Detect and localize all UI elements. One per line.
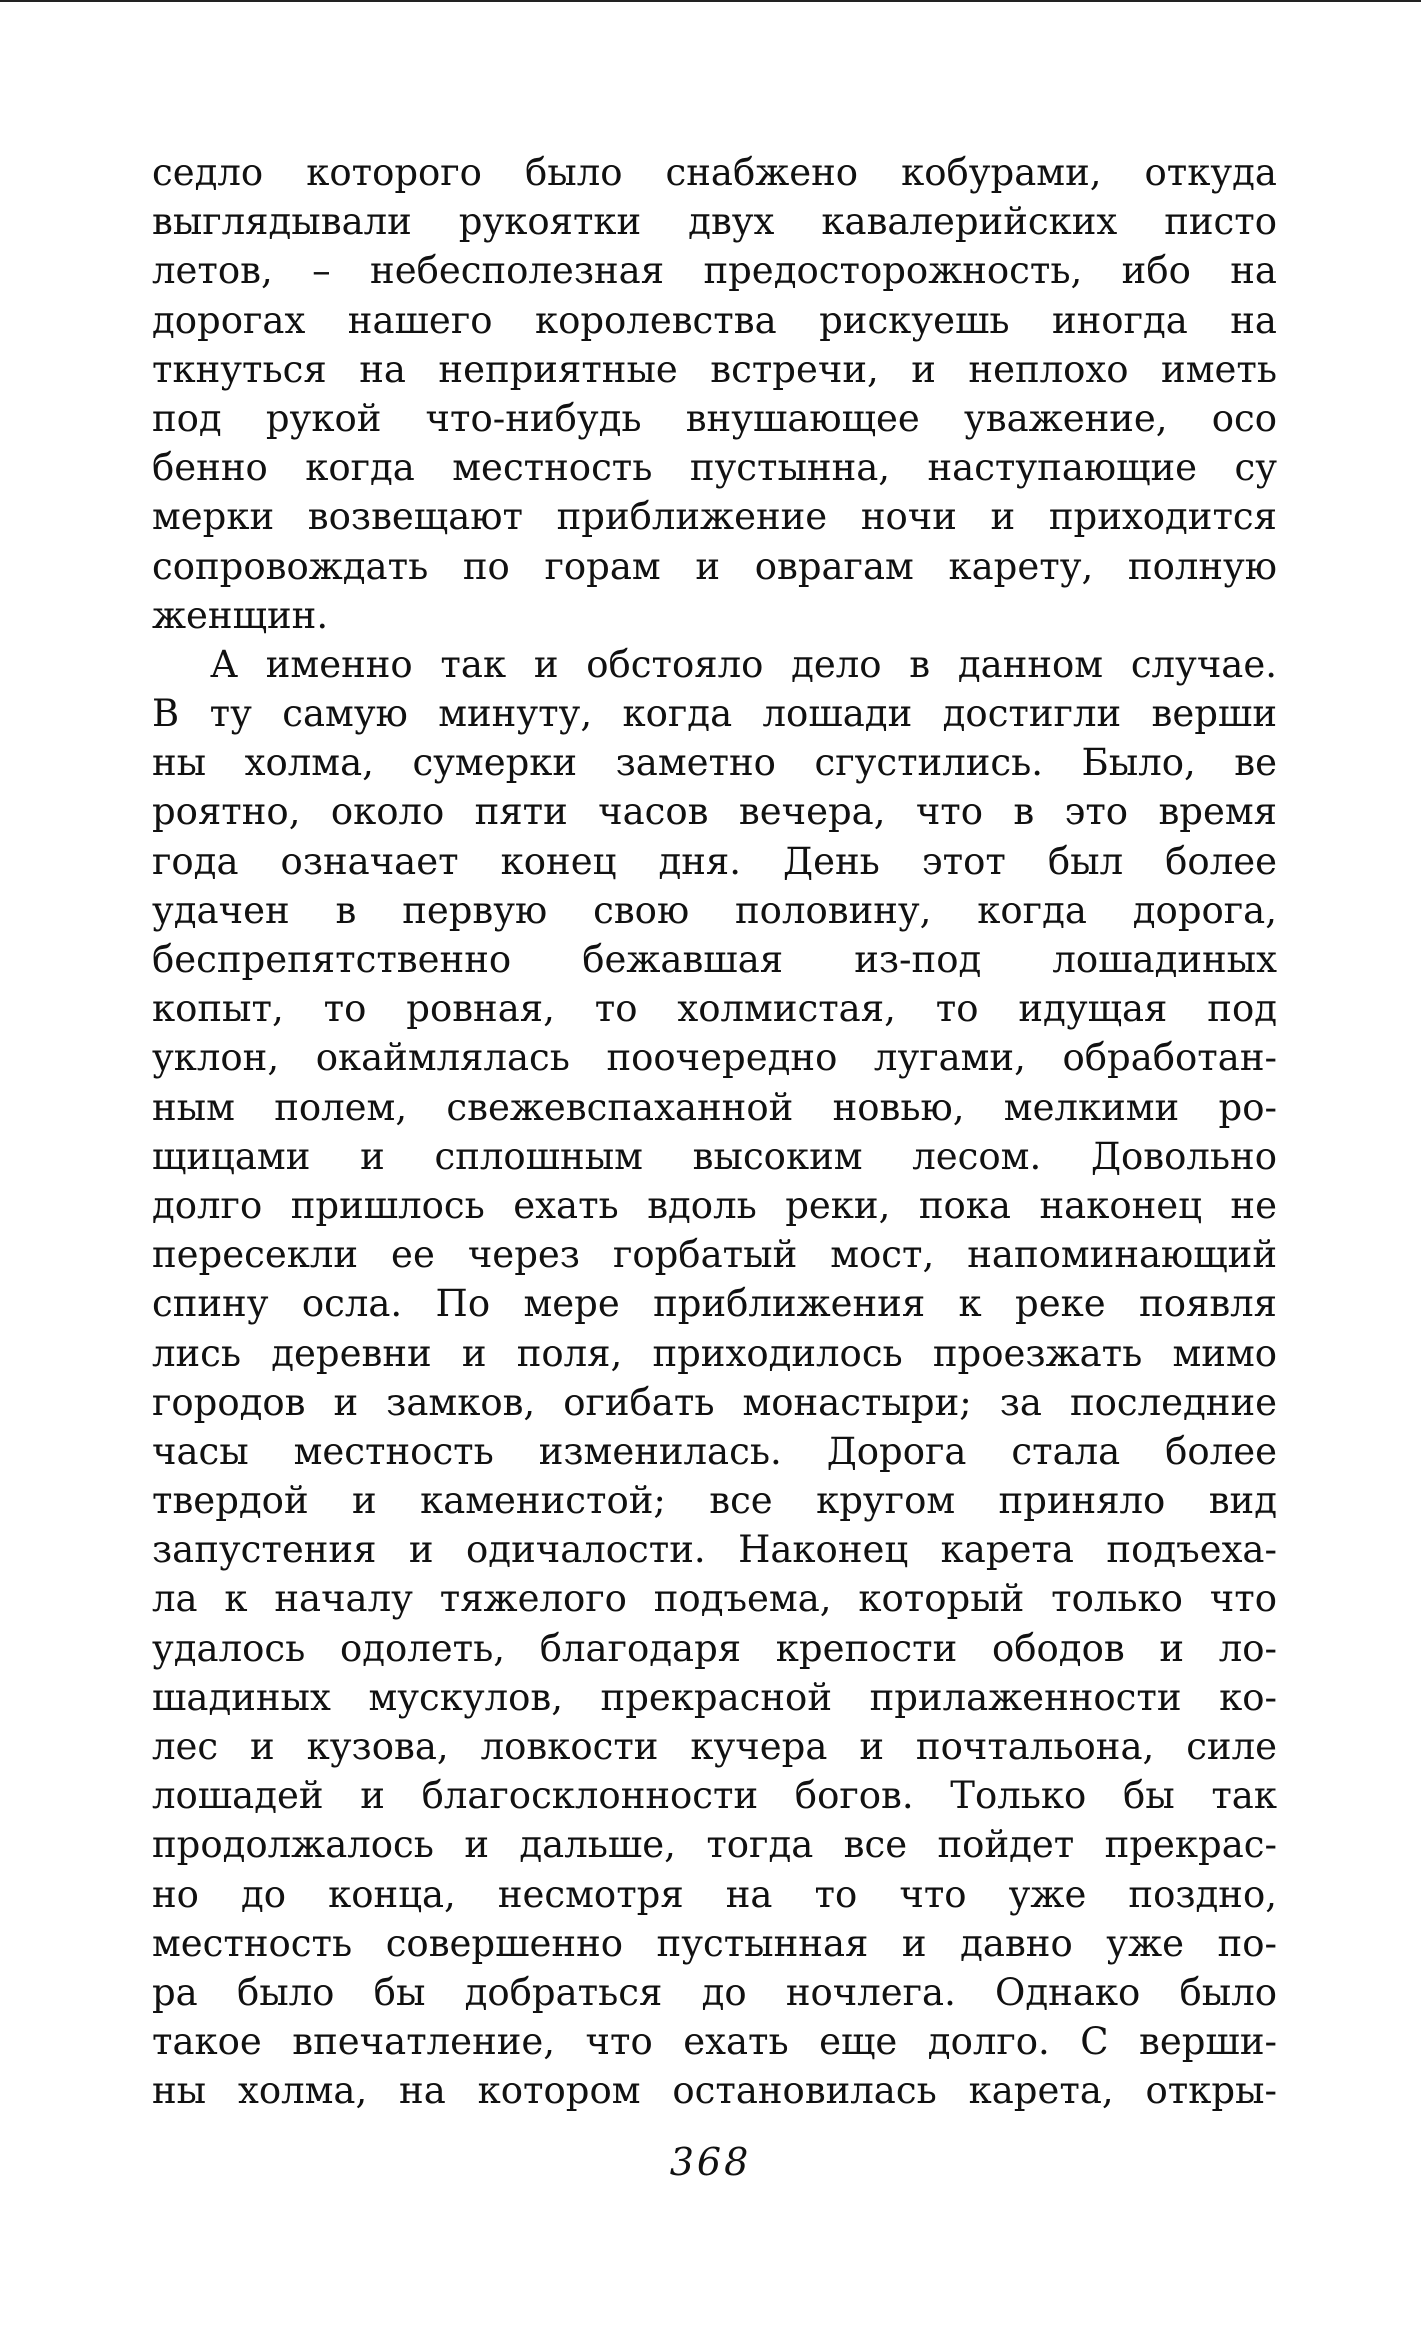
text-line: удалось одолеть, благодаря крепости ободов и ло- — [152, 1626, 1277, 1670]
text-line: твердой и каменистой; все кругом приняло вид — [152, 1479, 1277, 1523]
text-line: бенно когда местность пустынна, наступающие су — [152, 446, 1277, 490]
text-line: городов и замков, огибать монастыри; за последние — [152, 1380, 1277, 1424]
text-line: местность совершенно пустынная и давно уже по- — [152, 1921, 1277, 1965]
text-line: седло которого было снабжено кобурами, откуда — [152, 151, 1277, 194]
text-line: запустения и одичалости. Наконец карета подъеха- — [152, 1528, 1277, 1572]
text-line: ра было бы добраться до ночлега. Однако было — [152, 1970, 1277, 2014]
text-line: лес и кузова, ловкости кучера и почтальона, силе — [152, 1725, 1277, 1768]
text-line: выглядывали рукоятки двух кавалерийских писто — [152, 200, 1277, 244]
body-text — [152, 148, 1277, 2116]
text-line-paragraph-end: женщин. — [152, 593, 329, 637]
text-line: ным полем, свежевспаханной новью, мелкими ро- — [152, 1085, 1277, 1129]
text-line: ны холма, сумерки заметно сгустились. Было, ве — [152, 741, 1277, 785]
text-line: лись деревни и поля, приходилось проезжать мимо — [152, 1331, 1277, 1375]
text-line: лошадей и благосклонности богов. Только бы так — [152, 1774, 1277, 1818]
text-line: шадиных мускулов, прекрасной прилаженности ко- — [152, 1675, 1277, 1719]
text-line: но до конца, несмотря на то что уже поздно, — [152, 1872, 1277, 1916]
text-line: сопровождать по горам и оврагам карету, полную — [152, 544, 1277, 588]
page-number: 368 — [669, 2140, 752, 2184]
text-line: ткнуться на неприятные встречи, и неплохо иметь — [152, 347, 1277, 391]
text-line: дорогах нашего королевства рискуешь иногда на — [152, 298, 1277, 342]
text-line: роятно, около пяти часов вечера, что в это время — [152, 790, 1277, 834]
text-line: мерки возвещают приближение ночи и приходится — [152, 495, 1277, 539]
text-line: спину осла. По мере приближения к реке появля — [152, 1282, 1277, 1326]
text-line: В ту самую минуту, когда лошади достигли верши — [152, 692, 1277, 736]
text-line: года означает конец дня. День этот был более — [152, 839, 1277, 883]
text-line: часы местность изменилась. Дорога стала более — [152, 1429, 1277, 1473]
text-line: щицами и сплошным высоким лесом. Довольно — [152, 1134, 1277, 1178]
text-line: копыт, то ровная, то холмистая, то идущая под — [152, 987, 1277, 1031]
text-line: пересекли ее через горбатый мост, напоминающий — [152, 1233, 1277, 1277]
text-line-paragraph-start: А именно так и обстояло дело в данном случае. — [210, 642, 1277, 686]
text-line: такое впечатление, что ехать еще долго. С верши- — [152, 2020, 1277, 2064]
text-line: беспрепятственно бежавшая из-под лошадиных — [152, 938, 1277, 981]
text-line: уклон, окаймлялась поочередно лугами, обработан- — [152, 1036, 1277, 1080]
top-border-rule — [0, 0, 1421, 2]
text-line: летов, – небесполезная предосторожность, ибо на — [152, 249, 1277, 293]
text-line: продолжалось и дальше, тогда все пойдет прекрас- — [152, 1823, 1277, 1867]
text-line: долго пришлось ехать вдоль реки, пока наконец не — [152, 1183, 1277, 1227]
text-line: удачен в первую свою половину, когда дорога, — [152, 888, 1277, 932]
text-line: ла к началу тяжелого подъема, который только что — [152, 1577, 1277, 1621]
text-line: под рукой что-нибудь внушающее уважение, осо — [152, 396, 1277, 440]
text-line: ны холма, на котором остановилась карета, откры- — [152, 2069, 1277, 2113]
